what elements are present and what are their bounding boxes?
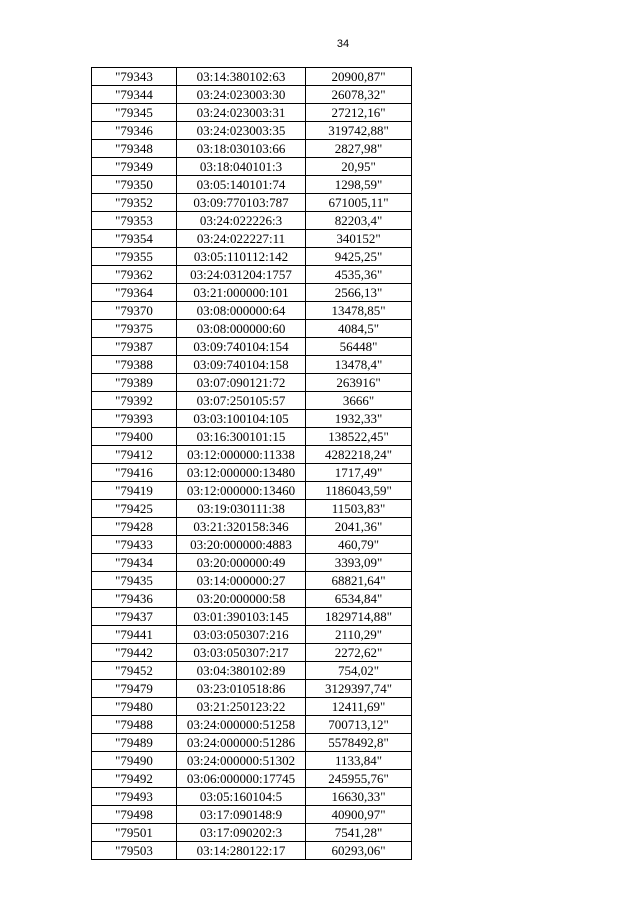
- record-number-cell: "79375: [92, 320, 177, 338]
- table-row: [92, 500, 412, 518]
- table-row: [92, 284, 412, 302]
- value-cell: 1717,49": [306, 464, 412, 482]
- cadastral-number-cell: 03:24:022227:11: [177, 230, 306, 248]
- cadastral-number-cell: 03:06:000000:17745: [177, 770, 306, 788]
- record-number-cell: "79442: [92, 644, 177, 662]
- cadastral-number-cell: 03:18:040101:3: [177, 158, 306, 176]
- table-row: [92, 122, 412, 140]
- value-cell: 4282218,24": [306, 446, 412, 464]
- cadastral-number-cell: 03:20:000000:58: [177, 590, 306, 608]
- record-number-cell: "79434: [92, 554, 177, 572]
- table-row: [92, 554, 412, 572]
- record-number-cell: "79355: [92, 248, 177, 266]
- cadastral-number-cell: 03:24:023003:35: [177, 122, 306, 140]
- cadastral-number-cell: 03:04:380102:89: [177, 662, 306, 680]
- record-number-cell: "79490: [92, 752, 177, 770]
- value-cell: 20900,87": [306, 68, 412, 86]
- table-row: [92, 698, 412, 716]
- record-number-cell: "79346: [92, 122, 177, 140]
- table-row: [92, 446, 412, 464]
- value-cell: 263916": [306, 374, 412, 392]
- cadastral-number-cell: 03:03:050307:216: [177, 626, 306, 644]
- table-row: [92, 410, 412, 428]
- record-number-cell: "79425: [92, 500, 177, 518]
- value-cell: 3666": [306, 392, 412, 410]
- table-row: [92, 320, 412, 338]
- record-number-cell: "79353: [92, 212, 177, 230]
- table-row: [92, 140, 412, 158]
- value-cell: 12411,69": [306, 698, 412, 716]
- cadastral-number-cell: 03:21:000000:101: [177, 284, 306, 302]
- value-cell: 460,79": [306, 536, 412, 554]
- record-number-cell: "79416: [92, 464, 177, 482]
- table-row: [92, 374, 412, 392]
- page-number: 34: [336, 38, 350, 50]
- table-row: [92, 608, 412, 626]
- cadastral-number-cell: 03:24:031204:1757: [177, 266, 306, 284]
- cadastral-number-cell: 03:24:023003:30: [177, 86, 306, 104]
- record-number-cell: "79344: [92, 86, 177, 104]
- table-row: [92, 806, 412, 824]
- value-cell: 245955,76": [306, 770, 412, 788]
- table-row: [92, 644, 412, 662]
- table-row: [92, 716, 412, 734]
- cadastral-number-cell: 03:09:740104:158: [177, 356, 306, 374]
- cadastral-number-cell: 03:12:000000:13460: [177, 482, 306, 500]
- table-row: [92, 158, 412, 176]
- table-row: [92, 68, 412, 86]
- table-row: [92, 734, 412, 752]
- cadastral-number-cell: 03:03:100104:105: [177, 410, 306, 428]
- value-cell: 82203,4": [306, 212, 412, 230]
- table-row: [92, 788, 412, 806]
- cadastral-number-cell: 03:23:010518:86: [177, 680, 306, 698]
- value-cell: 2272,62": [306, 644, 412, 662]
- record-number-cell: "79479: [92, 680, 177, 698]
- cadastral-number-cell: 03:05:140101:74: [177, 176, 306, 194]
- value-cell: 5578492,8": [306, 734, 412, 752]
- cadastral-number-cell: 03:07:250105:57: [177, 392, 306, 410]
- record-number-cell: "79343: [92, 68, 177, 86]
- value-cell: 68821,64": [306, 572, 412, 590]
- cadastral-number-cell: 03:08:000000:64: [177, 302, 306, 320]
- table-row: [92, 464, 412, 482]
- table-row: [92, 518, 412, 536]
- cadastral-number-cell: 03:24:023003:31: [177, 104, 306, 122]
- cadastral-number-cell: 03:16:300101:15: [177, 428, 306, 446]
- cadastral-number-cell: 03:08:000000:60: [177, 320, 306, 338]
- data-table: [91, 67, 412, 860]
- record-number-cell: "79435: [92, 572, 177, 590]
- table-row: [92, 248, 412, 266]
- record-number-cell: "79362: [92, 266, 177, 284]
- table-row: [92, 482, 412, 500]
- record-number-cell: "79480: [92, 698, 177, 716]
- table-row: [92, 536, 412, 554]
- cadastral-number-cell: 03:18:030103:66: [177, 140, 306, 158]
- cadastral-number-cell: 03:17:090202:3: [177, 824, 306, 842]
- value-cell: 2110,29": [306, 626, 412, 644]
- record-number-cell: "79493: [92, 788, 177, 806]
- cadastral-number-cell: 03:03:050307:217: [177, 644, 306, 662]
- table-row: [92, 356, 412, 374]
- value-cell: 16630,33": [306, 788, 412, 806]
- record-number-cell: "79400: [92, 428, 177, 446]
- value-cell: 4535,36": [306, 266, 412, 284]
- cadastral-number-cell: 03:24:000000:51258: [177, 716, 306, 734]
- value-cell: 26078,32": [306, 86, 412, 104]
- value-cell: 56448": [306, 338, 412, 356]
- table-row: [92, 824, 412, 842]
- record-number-cell: "79370: [92, 302, 177, 320]
- table-row: [92, 176, 412, 194]
- table-row: [92, 194, 412, 212]
- record-number-cell: "79492: [92, 770, 177, 788]
- value-cell: 60293,06": [306, 842, 412, 860]
- record-number-cell: "79389: [92, 374, 177, 392]
- value-cell: 7541,28": [306, 824, 412, 842]
- value-cell: 3129397,74": [306, 680, 412, 698]
- cadastral-number-cell: 03:24:022226:3: [177, 212, 306, 230]
- cadastral-number-cell: 03:20:000000:4883: [177, 536, 306, 554]
- value-cell: 3393,09": [306, 554, 412, 572]
- record-number-cell: "79392: [92, 392, 177, 410]
- record-number-cell: "79437: [92, 608, 177, 626]
- cadastral-number-cell: 03:07:090121:72: [177, 374, 306, 392]
- cadastral-number-cell: 03:05:110112:142: [177, 248, 306, 266]
- value-cell: 340152": [306, 230, 412, 248]
- cadastral-number-cell: 03:17:090148:9: [177, 806, 306, 824]
- value-cell: 4084,5": [306, 320, 412, 338]
- table-row: [92, 770, 412, 788]
- record-number-cell: "79412: [92, 446, 177, 464]
- value-cell: 9425,25": [306, 248, 412, 266]
- record-number-cell: "79393: [92, 410, 177, 428]
- value-cell: 1829714,88": [306, 608, 412, 626]
- value-cell: 700713,12": [306, 716, 412, 734]
- value-cell: 13478,4": [306, 356, 412, 374]
- value-cell: 2827,98": [306, 140, 412, 158]
- table-row: [92, 626, 412, 644]
- cadastral-number-cell: 03:09:770103:787: [177, 194, 306, 212]
- table-row: [92, 302, 412, 320]
- table-body: [92, 68, 412, 860]
- value-cell: 1298,59": [306, 176, 412, 194]
- table-row: [92, 338, 412, 356]
- record-number-cell: "79433: [92, 536, 177, 554]
- table-row: [92, 230, 412, 248]
- cadastral-number-cell: 03:12:000000:11338: [177, 446, 306, 464]
- value-cell: 11503,83": [306, 500, 412, 518]
- value-cell: 20,95": [306, 158, 412, 176]
- record-number-cell: "79388: [92, 356, 177, 374]
- cadastral-number-cell: 03:14:380102:63: [177, 68, 306, 86]
- table-row: [92, 266, 412, 284]
- table-row: [92, 662, 412, 680]
- record-number-cell: "79345: [92, 104, 177, 122]
- record-number-cell: "79452: [92, 662, 177, 680]
- value-cell: 1186043,59": [306, 482, 412, 500]
- value-cell: 6534,84": [306, 590, 412, 608]
- cadastral-number-cell: 03:05:160104:5: [177, 788, 306, 806]
- table-row: [92, 392, 412, 410]
- cadastral-number-cell: 03:24:000000:51286: [177, 734, 306, 752]
- cadastral-number-cell: 03:20:000000:49: [177, 554, 306, 572]
- value-cell: 671005,11": [306, 194, 412, 212]
- record-number-cell: "79503: [92, 842, 177, 860]
- record-number-cell: "79349: [92, 158, 177, 176]
- cadastral-number-cell: 03:14:280122:17: [177, 842, 306, 860]
- cadastral-number-cell: 03:21:250123:22: [177, 698, 306, 716]
- table-row: [92, 842, 412, 860]
- cadastral-number-cell: 03:09:740104:154: [177, 338, 306, 356]
- table-row: [92, 212, 412, 230]
- table-row: [92, 572, 412, 590]
- cadastral-number-cell: 03:12:000000:13480: [177, 464, 306, 482]
- record-number-cell: "79364: [92, 284, 177, 302]
- value-cell: 2041,36": [306, 518, 412, 536]
- value-cell: 27212,16": [306, 104, 412, 122]
- cadastral-number-cell: 03:24:000000:51302: [177, 752, 306, 770]
- record-number-cell: "79488: [92, 716, 177, 734]
- value-cell: 319742,88": [306, 122, 412, 140]
- cadastral-number-cell: 03:14:000000:27: [177, 572, 306, 590]
- value-cell: 2566,13": [306, 284, 412, 302]
- record-number-cell: "79428: [92, 518, 177, 536]
- value-cell: 1932,33": [306, 410, 412, 428]
- value-cell: 138522,45": [306, 428, 412, 446]
- record-number-cell: "79498: [92, 806, 177, 824]
- record-number-cell: "79350: [92, 176, 177, 194]
- table-row: [92, 590, 412, 608]
- record-number-cell: "79489: [92, 734, 177, 752]
- value-cell: 1133,84": [306, 752, 412, 770]
- table-row: [92, 104, 412, 122]
- cadastral-number-cell: 03:01:390103:145: [177, 608, 306, 626]
- value-cell: 40900,97": [306, 806, 412, 824]
- value-cell: 754,02": [306, 662, 412, 680]
- record-number-cell: "79436: [92, 590, 177, 608]
- record-number-cell: "79354: [92, 230, 177, 248]
- cadastral-number-cell: 03:19:030111:38: [177, 500, 306, 518]
- record-number-cell: "79441: [92, 626, 177, 644]
- table-row: [92, 752, 412, 770]
- record-number-cell: "79419: [92, 482, 177, 500]
- table-row: [92, 680, 412, 698]
- record-number-cell: "79352: [92, 194, 177, 212]
- record-number-cell: "79387: [92, 338, 177, 356]
- record-number-cell: "79348: [92, 140, 177, 158]
- value-cell: 13478,85": [306, 302, 412, 320]
- record-number-cell: "79501: [92, 824, 177, 842]
- cadastral-number-cell: 03:21:320158:346: [177, 518, 306, 536]
- table-row: [92, 86, 412, 104]
- table-row: [92, 428, 412, 446]
